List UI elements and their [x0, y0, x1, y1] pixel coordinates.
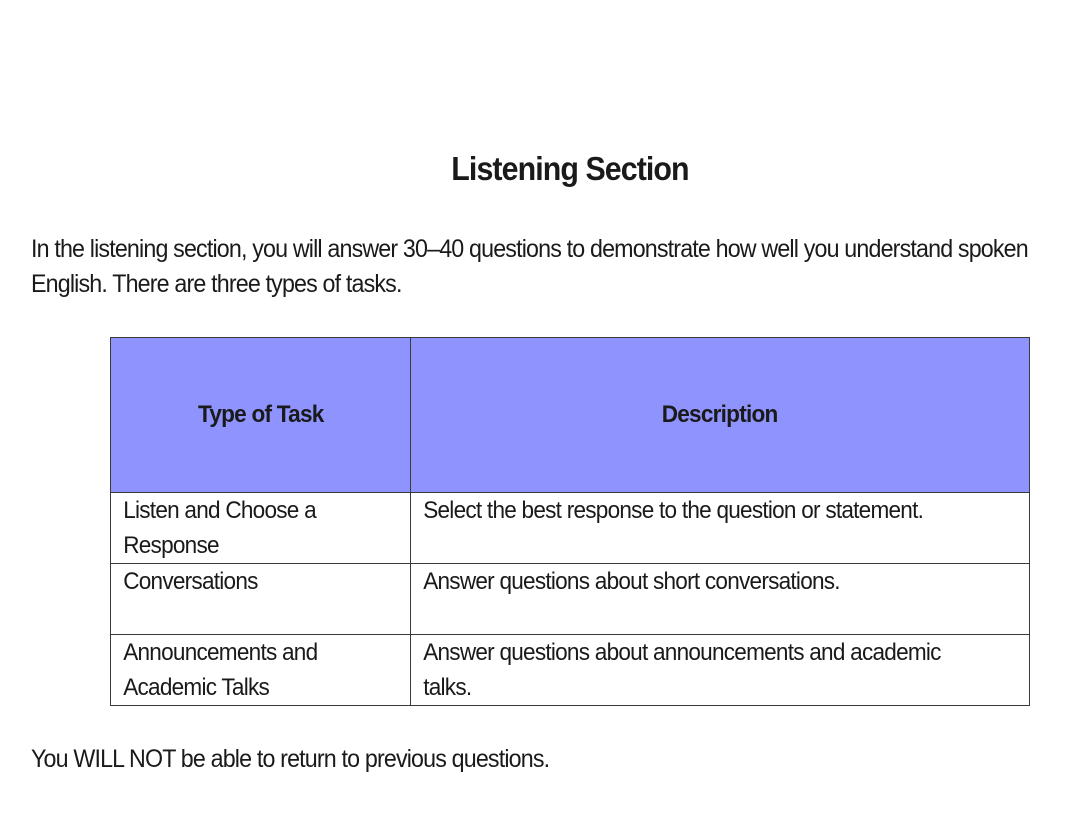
footer-note: You WILL NOT be able to return to previous questions. [31, 745, 550, 773]
table-row [111, 493, 1030, 564]
table-header-row [111, 338, 1030, 493]
task-description: Answer questions about short conversations. [423, 568, 840, 595]
description-cell [411, 564, 1030, 635]
header-description [411, 338, 1030, 493]
task-name: Announcements and Academic Talks [123, 639, 318, 701]
task-name: Conversations [123, 568, 258, 595]
section-title: Listening Section [451, 150, 689, 187]
table-row [111, 564, 1030, 635]
task-cell [111, 493, 411, 564]
description-cell [411, 635, 1030, 706]
intro-paragraph: In the listening section, you will answer 30–40 questions to demonstrate how well you understand spoken English. There are three types of tasks. [31, 235, 1028, 298]
header-type-of-task-label: Type of Task [197, 401, 324, 428]
task-cell [111, 635, 411, 706]
task-types-table [110, 337, 1030, 706]
task-cell [111, 564, 411, 635]
table-row [111, 635, 1030, 706]
header-type-of-task [111, 338, 411, 493]
task-name: Listen and Choose a Response [123, 497, 316, 559]
header-description-label: Description [662, 401, 778, 428]
description-cell [411, 493, 1030, 564]
task-description: Select the best response to the question or statement. [423, 497, 924, 524]
task-description: Answer questions about announcements and academic talks. [423, 639, 941, 701]
